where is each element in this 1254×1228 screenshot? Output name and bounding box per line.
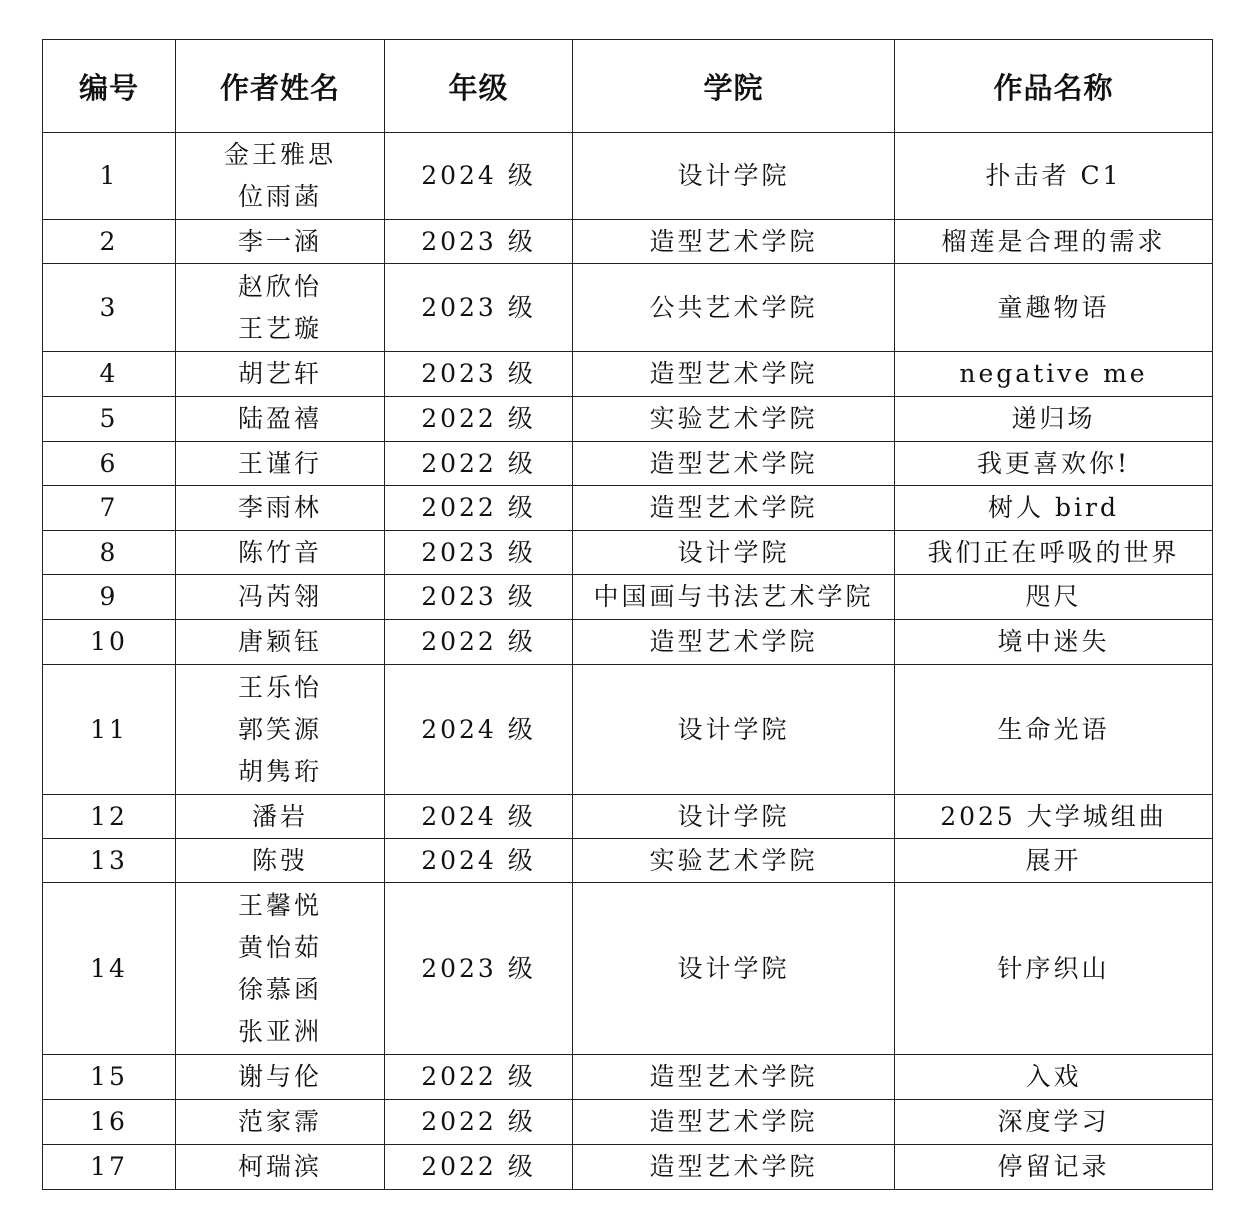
cell-grade: 2022 级 [385,486,573,531]
cell-authors [176,352,385,397]
cell-grade: 2022 级 [385,620,573,665]
cell-grade: 2022 级 [385,397,573,442]
cell-number: 17 [43,1145,176,1190]
cell-grade: 2022 级 [385,1055,573,1100]
cell-work-title: 树人 bird [895,486,1213,531]
cell-work-title: 扑击者 C1 [895,133,1213,220]
cell-college: 造型艺术学院 [573,1055,895,1100]
cell-work-title: 榴莲是合理的需求 [895,220,1213,264]
cell-college: 造型艺术学院 [573,620,895,665]
cell-number: 8 [43,531,176,575]
cell-authors [176,795,385,839]
cell-college: 中国画与书法艺术学院 [573,575,895,620]
cell-grade: 2022 级 [385,442,573,486]
table-row [43,1055,1213,1100]
table-row [43,133,1213,220]
table-row [43,352,1213,397]
author-name: 谢与伦 [237,1062,322,1091]
cell-work-title: 境中迷失 [895,620,1213,665]
header-author: 作者姓名 [176,40,385,133]
cell-number: 6 [43,442,176,486]
author-name: 郭笑源 [237,714,322,744]
cell-work-title: 我们正在呼吸的世界 [895,531,1213,575]
table-row [43,486,1213,531]
cell-authors [176,1100,385,1145]
author-name: 王馨悦 [237,890,322,920]
table-row [43,620,1213,665]
cell-authors [176,665,385,795]
table-row [43,264,1213,352]
cell-work-title: 童趣物语 [895,264,1213,352]
cell-work-title: 深度学习 [895,1100,1213,1145]
cell-work-title: 2025 大学城组曲 [895,795,1213,839]
author-name: 潘岩 [251,801,308,831]
cell-number: 2 [43,220,176,264]
cell-college: 实验艺术学院 [573,397,895,442]
header-work-title: 作品名称 [895,40,1213,133]
table-body [43,133,1213,1190]
cell-grade: 2024 级 [385,665,573,795]
cell-college: 造型艺术学院 [573,220,895,264]
author-name: 金王雅思 [223,140,336,169]
cell-number: 3 [43,264,176,352]
cell-grade: 2022 级 [385,1145,573,1190]
cell-number: 9 [43,575,176,620]
table-row [43,1145,1213,1190]
header-number: 编号 [43,40,176,133]
table-row [43,442,1213,486]
cell-college: 造型艺术学院 [573,352,895,397]
cell-college: 造型艺术学院 [573,1145,895,1190]
cell-authors [176,264,385,352]
author-name: 胡艺轩 [237,359,322,388]
author-name: 陆盈禧 [237,404,322,433]
cell-authors [176,1055,385,1100]
cell-college: 造型艺术学院 [573,442,895,486]
author-name: 柯瑞滨 [237,1152,322,1181]
cell-grade: 2023 级 [385,531,573,575]
cell-number: 5 [43,397,176,442]
author-name: 赵欣怡 [237,271,322,301]
table-row [43,665,1213,795]
cell-authors [176,531,385,575]
cell-work-title: 咫尺 [895,575,1213,620]
cell-number: 14 [43,883,176,1055]
table-row [43,795,1213,839]
cell-number: 15 [43,1055,176,1100]
cell-work-title: 递归场 [895,397,1213,442]
author-name: 陈竹音 [237,537,322,567]
cell-college: 设计学院 [573,665,895,795]
cell-authors [176,839,385,883]
cell-college: 公共艺术学院 [573,264,895,352]
cell-grade: 2023 级 [385,352,573,397]
table-row [43,883,1213,1055]
table-row [43,397,1213,442]
author-name: 陈弢 [251,845,308,875]
author-name: 王谨行 [237,448,322,478]
cell-college: 设计学院 [573,531,895,575]
author-name: 王艺璇 [237,313,322,343]
cell-authors [176,883,385,1055]
author-name: 位雨菡 [237,182,322,211]
cell-work-title: 我更喜欢你! [895,442,1213,486]
cell-work-title: 生命光语 [895,665,1213,795]
author-name: 李一涵 [237,226,322,256]
table-row [43,531,1213,575]
cell-grade: 2024 级 [385,795,573,839]
author-name: 张亚洲 [237,1016,322,1046]
header-grade: 年级 [385,40,573,133]
cell-college: 设计学院 [573,795,895,839]
table-row [43,1100,1213,1145]
cell-college: 设计学院 [573,883,895,1055]
cell-authors [176,397,385,442]
author-name: 黄怡茹 [237,932,322,962]
cell-work-title: 入戏 [895,1055,1213,1100]
author-name: 王乐怡 [237,672,322,702]
cell-authors [176,486,385,531]
table-row [43,575,1213,620]
cell-number: 13 [43,839,176,883]
works-table [42,39,1213,1190]
cell-grade: 2023 级 [385,264,573,352]
cell-number: 7 [43,486,176,531]
author-name: 李雨林 [237,493,322,522]
cell-authors [176,133,385,220]
cell-authors [176,220,385,264]
cell-grade: 2022 级 [385,1100,573,1145]
table-row [43,839,1213,883]
author-name: 唐颖钰 [237,627,322,656]
cell-number: 4 [43,352,176,397]
table-row [43,220,1213,264]
cell-authors [176,620,385,665]
cell-work-title: 展开 [895,839,1213,883]
cell-work-title: 针序织山 [895,883,1213,1055]
cell-number: 10 [43,620,176,665]
author-name: 徐慕函 [237,974,322,1004]
author-name: 冯芮翎 [237,582,322,611]
cell-authors [176,442,385,486]
header-row [43,40,1213,133]
cell-college: 造型艺术学院 [573,486,895,531]
header-college: 学院 [573,40,895,133]
cell-grade: 2023 级 [385,220,573,264]
cell-number: 11 [43,665,176,795]
cell-grade: 2024 级 [385,133,573,220]
cell-number: 12 [43,795,176,839]
cell-grade: 2023 级 [385,883,573,1055]
cell-number: 16 [43,1100,176,1145]
cell-grade: 2023 级 [385,575,573,620]
author-name: 胡隽珩 [237,756,322,786]
author-name: 范家霈 [237,1107,322,1136]
cell-work-title: negative me [895,352,1213,397]
cell-number: 1 [43,133,176,220]
cell-grade: 2024 级 [385,839,573,883]
cell-authors [176,575,385,620]
cell-work-title: 停留记录 [895,1145,1213,1190]
cell-college: 造型艺术学院 [573,1100,895,1145]
cell-college: 设计学院 [573,133,895,220]
cell-college: 实验艺术学院 [573,839,895,883]
cell-authors [176,1145,385,1190]
